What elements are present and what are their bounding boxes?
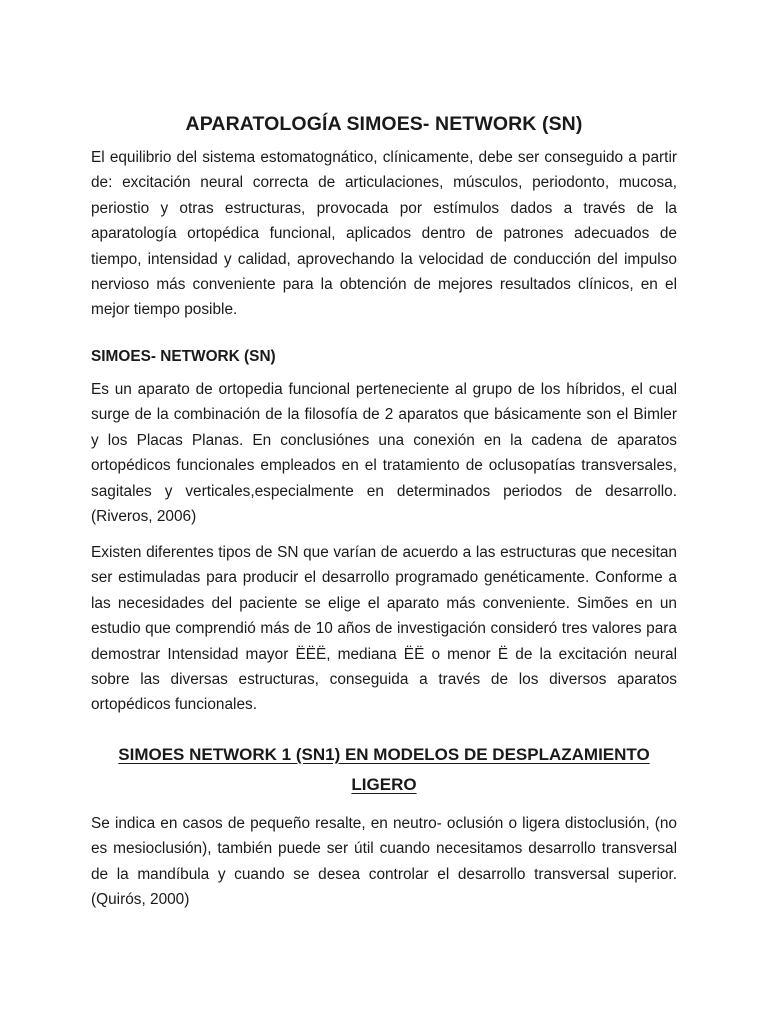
- definition-paragraph: Es un aparato de ortopedia funcional perteneciente al grupo de los híbridos, el cual surge de la combinación de la filosofía de 2 aparatos que básicamente son el Bimler y los Placas Planas. En conclusiónes una conexión en la cadena de aparatos ortopédicos funcionales empleados en el tratamiento de oclusopatías transversales, sagitales y verticales,especialmente en determinados periodos de desarrollo.(Riveros, 2006): [91, 381, 677, 526]
- indication-paragraph: Se indica en casos de pequeño resalte, en neutro- oclusión o ligera distoclusión, (no es mesioclusión), también puede ser útil cuando necesitamos desarrollo transversal de la mandíbula y cuando se desea controlar el desarrollo transversal superior. (Quirós, 2000): [91, 815, 677, 909]
- types-paragraph: Existen diferentes tipos de SN que varían de acuerdo a las estructuras que necesitan ser estimuladas para producir el desarrollo programado genéticamente. Conforme a las necesidades del paciente se elige el aparato más conveniente. Simões en un estudio que comprendió más de 10 años de investigación consideró tres valores para demostrar Intensidad mayor ËËË, mediana ËË o menor Ë de la excitación neural sobre las diversas estructuras, conseguida a través de los diversos aparatos ortopédicos funcionales.: [91, 544, 677, 714]
- intro-paragraph: El equilibrio del sistema estomatognático, clínicamente, debe ser conseguido a partir de: excitación neural correcta de articulaciones, músculos, periodonto, mucosa, periostio y otras estructuras, provocada por estímulos dados a través de la aparatología ortopédica funcional, aplicados dentro de patrones adecuados de tiempo, intensidad y calidad, aprovechando la velocidad de conducción del impulso nervioso más conveniente para la obtención de mejores resultados clínicos, en el mejor tiempo posible.: [91, 149, 677, 319]
- section-heading: SIMOES NETWORK 1 (SN1) EN MODELOS DE DESPLAZAMIENTO LIGERO: [118, 745, 650, 794]
- document-title: APARATOLOGÍA SIMOES- NETWORK (SN): [185, 113, 583, 135]
- subheading: SIMOES- NETWORK (SN): [91, 348, 276, 365]
